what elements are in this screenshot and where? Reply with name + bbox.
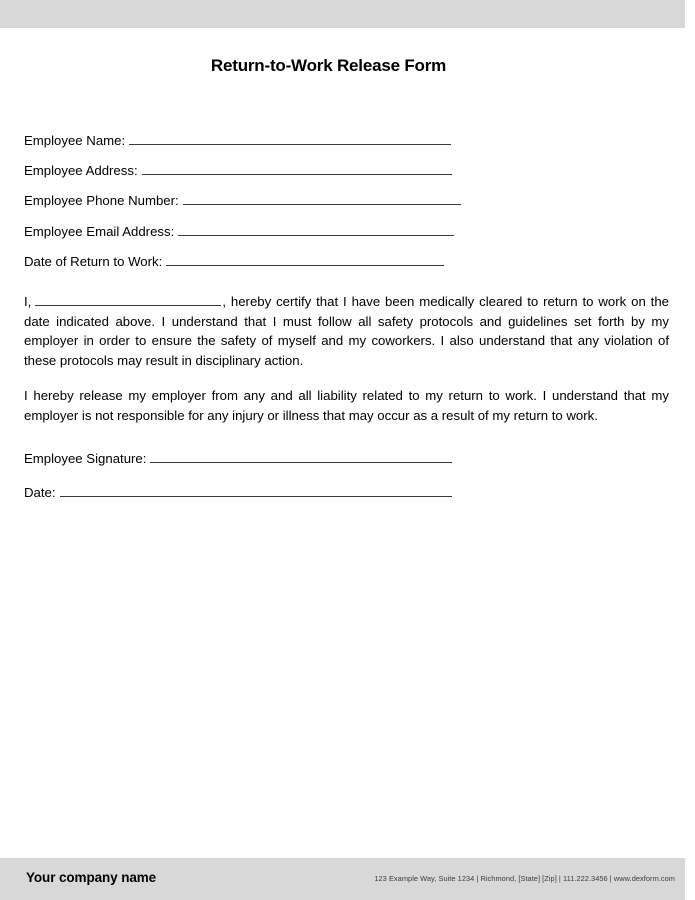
fill-in-line-employee-signature[interactable] [150,451,452,463]
fill-in-line-employee-phone-number[interactable] [183,193,461,205]
certification-prefix: I, [24,294,32,310]
release-paragraph: I hereby release my employer from any and all liability related to my return to work. I understand that my employer is not responsible for any injury or illness that may occur as a result of my return to work. [24,388,669,423]
fill-in-line-employee-email-address[interactable] [178,224,454,236]
field-label: Date of Return to Work: [24,253,163,269]
fill-in-line-date-of-return-to-work[interactable] [166,254,444,266]
footer-contact-info: 123 Example Way, Suite 1234 | Richmond, [State] [Zip] | 111.222.3456 | www.dexform.com [374,874,675,883]
field-label: Employee Address: [24,163,138,179]
field-employee-name [24,133,669,147]
fill-in-line-certifier-name[interactable] [35,294,221,306]
field-label: Employee Phone Number: [24,193,179,209]
field-employee-phone-number [24,193,669,207]
field-employee-email-address [24,224,669,238]
footer-company-name: Your company name [26,870,157,885]
certification-body: , hereby certify that I have been medically cleared to return to work on the date indicated above. I understand that I must follow all safety protocols and guidelines set forth by my employer in order to ensure the safety of myself and my coworkers. I also understand that any violation of these protocols may result in disciplinary action. [24,294,669,368]
field-label: Employee Name: [24,133,126,148]
certification-paragraph [24,292,669,370]
document-page [0,28,695,858]
field-employee-signature [24,451,669,465]
field-label: Date: [24,485,56,501]
field-label: Employee Email Address: [24,223,175,239]
page-title: Return-to-Work Release Form [210,56,447,75]
field-signature-date [24,485,669,499]
fill-in-line-employee-name[interactable] [129,133,451,145]
field-employee-address [24,163,669,177]
field-label: Employee Signature: [24,451,147,467]
header-band [0,0,685,28]
form-content [24,133,669,499]
page-footer [0,858,685,900]
fill-in-line-employee-address[interactable] [142,163,452,175]
field-date-of-return-to-work [24,254,669,268]
fill-in-line-signature-date[interactable] [60,485,452,497]
